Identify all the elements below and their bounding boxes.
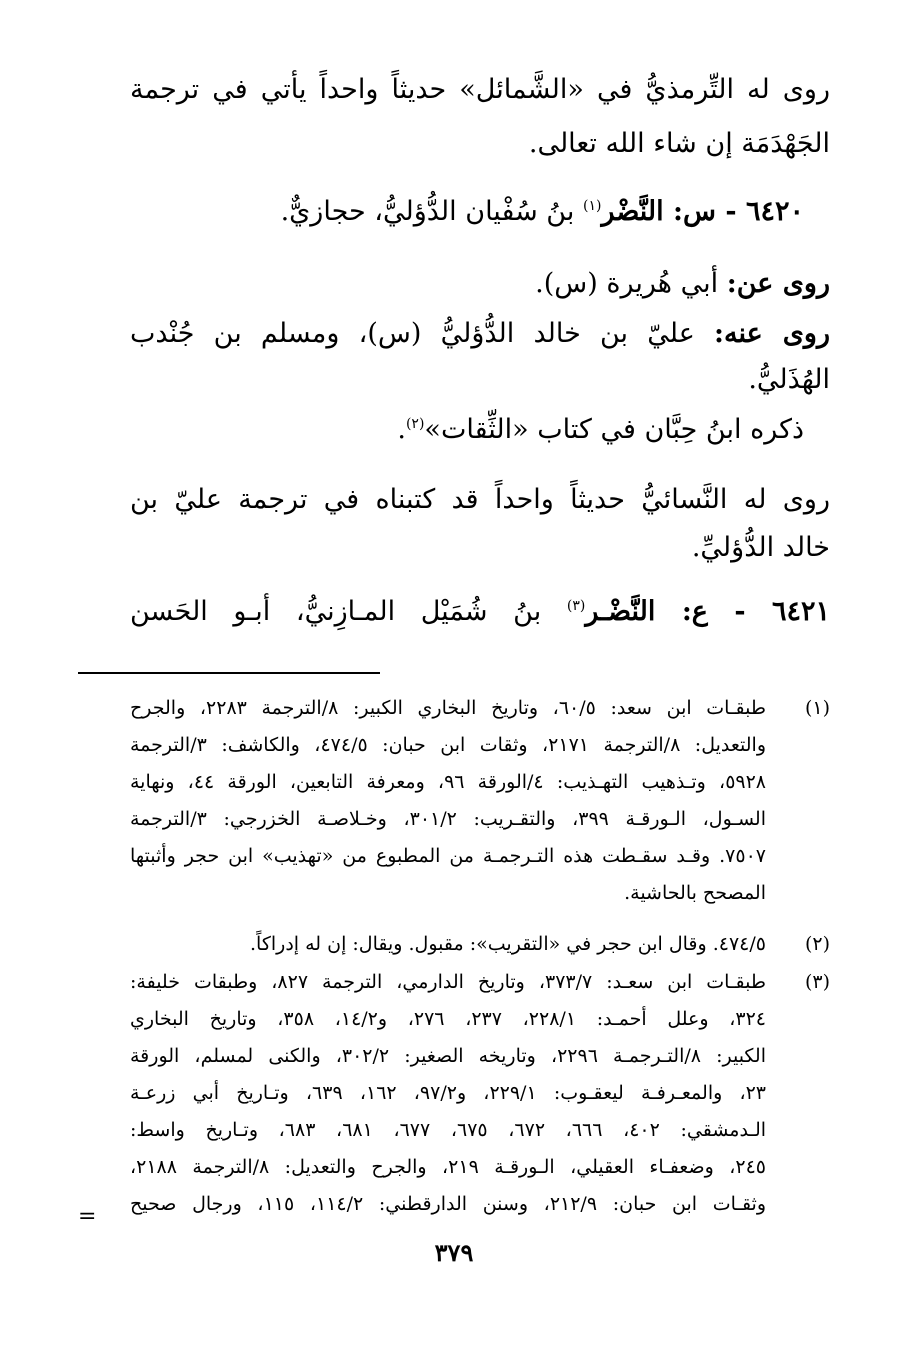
footnote-ref: (١) — [582, 198, 602, 214]
footnote-ref: (٣) — [566, 598, 586, 614]
entry-name: بنُ شُمَيْل المـازِنيُّ، أبـو الحَسن — [130, 596, 542, 627]
footnote-line: الكبير: ٨/التـرجمـة ٢٢٩٦، وتاريخه الصغير: ٣٠٢/٢، والكنى لمسلم، الورقة — [130, 1045, 766, 1067]
footnote-number: (٢) — [804, 933, 830, 955]
footnote-separator — [78, 672, 380, 674]
narrated-by-label: روى عنه: — [714, 318, 830, 349]
footnote-body — [130, 690, 766, 912]
narrated-by — [130, 318, 830, 349]
narrated-from-text: أبي هُريرة (س). — [535, 268, 719, 299]
paragraph-line: الهُذَليُّ. — [748, 364, 830, 395]
footnote-line: السـول، الـورقـة ٣٩٩، والتقـريب: ٣٠١/٢، وخـلاصـة الخزرجي: ٣/الترجمة — [130, 808, 766, 830]
narrated-from-label: روى عن: — [726, 268, 830, 299]
mentioned-by-text: ذكره ابنُ حِبَّان في كتاب «الثِّقات» — [424, 414, 804, 445]
footnote-line: طبقـات ابن سعد: ٦٠/٥، وتاريخ البخاري الكبير: ٨/الترجمة ٢٢٨٣، والجرح — [130, 697, 766, 719]
footnote-line: ٢٤٥، وضعفـاء العقيلي، الـورقـة ٢١٩، والجرح والتعديل: ٨/الترجمة ٢١٨٨، — [130, 1156, 766, 1178]
footnote-line: طبقـات ابن سعـد: ٣٧٣/٧، وتاريخ الدارمي، الترجمة ٨٢٧، وطبقات خليفة: — [130, 971, 766, 993]
footnote-number: (٣) — [804, 971, 830, 993]
period: . — [397, 414, 406, 445]
footnote-1 — [130, 690, 830, 912]
footnote-body — [130, 964, 766, 1223]
entry-number: ٦٤٢١ - ع: النَّضْـر — [585, 596, 830, 627]
footnote-line: ٤٧٤/٥. وقال ابن حجر في «التقريب»: مقبول. ويقال: إن له إدراكاً. — [250, 933, 766, 955]
footnote-body — [130, 926, 766, 963]
entry-heading-6421 — [130, 596, 830, 627]
continuation-mark: = — [78, 1204, 97, 1229]
footnote-3 — [130, 964, 830, 1223]
footnote-number: (١) — [804, 697, 830, 719]
entry-heading-6420 — [130, 196, 804, 227]
footnote-line: ٥٩٢٨، وتـذهيب التهـذيب: ٤/الورقة ٩٦، ومعرفة التابعين، الورقة ٤٤، ونهاية — [130, 771, 767, 793]
entry-number: ٦٤٢٠ - س: النَّضْر — [601, 196, 804, 227]
footnote-line: ٧٥٠٧. وقـد سقـطت هذه التـرجمـة من المطبوع من «تهذيب» ابن حجر وأثبتها — [130, 845, 766, 867]
footnote-line: الـدمشقي: ٤٠٢، ٦٦٦، ٦٧٢، ٦٧٥، ٦٧٧، ٦٨١، ٦٨٣، وتـاريخ واسط: — [130, 1119, 767, 1141]
paragraph-line: خالد الدُّؤليِّ. — [691, 532, 830, 563]
footnote-line: ٣٢٤، وعلل أحمـد: ٢٢٨/١، ٢٣٧، ٢٧٦، و١٤/٢، ٣٥٨، وتاريخ البخاري — [130, 1008, 767, 1030]
narrated-from — [130, 268, 830, 299]
footnote-line: ٢٣، والمعـرفـة ليعقـوب: ٢٢٩/١، و٩٧/٢، ١٦٢، ٦٣٩، وتـاريخ أبي زرعـة — [130, 1082, 766, 1104]
page-number: ٣٧٩ — [434, 1238, 474, 1267]
footnote-line: والتعديل: ٨/الترجمة ٢١٧١، وثقات ابن حبان: ٤٧٤/٥، والكاشف: ٣/الترجمة — [130, 734, 766, 756]
footnote-ref: (٢) — [405, 416, 425, 432]
footnote-line: المصحح بالحاشية. — [624, 882, 766, 904]
paragraph-line: روى له النَّسائيُّ حديثاً واحداً قد كتبناه في ترجمة عليّ بن — [130, 484, 830, 515]
narrated-by-text: عليّ بن خالد الدُّؤليُّ (س)، ومسلم بن جُنْدب — [130, 318, 695, 349]
footnote-2 — [130, 926, 830, 963]
footnote-line: وثقـات ابن حبان: ٢١٢/٩، وسنن الدارقطني: ١١٤/٢، ١١٥، ورجال صحيح — [130, 1193, 767, 1215]
entry-name: بنُ سُفْيان الدُّؤليُّ، حجازيٌّ. — [280, 196, 575, 227]
paragraph-line: روى له التِّرمذيُّ في «الشَّمائل» حديثاً واحداً يأتي في ترجمة — [130, 74, 830, 105]
mentioned-by — [130, 414, 804, 445]
paragraph-line: الجَهْدَمَة إن شاء الله تعالى. — [528, 128, 830, 159]
